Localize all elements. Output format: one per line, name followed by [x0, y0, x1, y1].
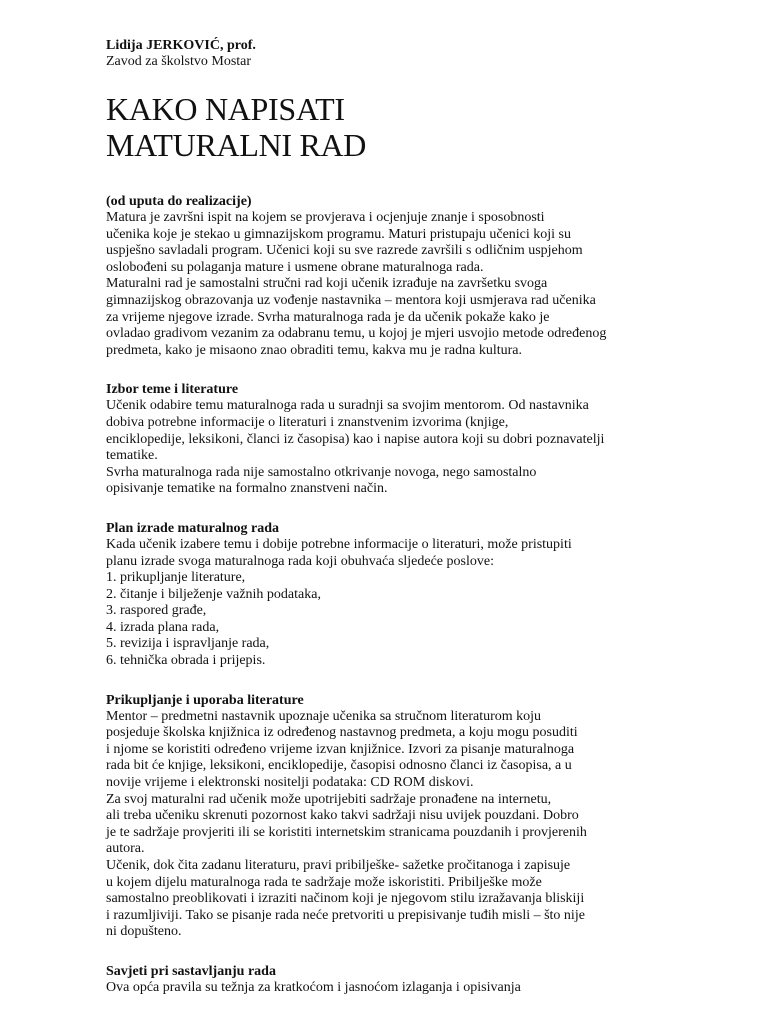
title-line-1: KAKO NAPISATI — [106, 91, 345, 127]
paragraph-line: ali treba učeniku skrenuti pozornost kako takvi sadržaji nisu uvijek pouzdani. Dobro — [106, 808, 579, 824]
section-heading: Izbor teme i literature — [106, 382, 239, 398]
paragraph-line: i njome se koristiti određeno vrijeme izvan knjižnice. Izvori za pisanje maturalnoga — [106, 741, 575, 757]
paragraph-line: 6. tehnička obrada i prijepis. — [106, 653, 266, 669]
paragraph-line: ni dopušteno. — [106, 924, 182, 940]
paragraph-line: Kada učenik izabere temu i dobije potrebne informacije o literaturi, može pristupiti — [106, 536, 572, 552]
paragraph-line: učenika koje je stekao u gimnazijskom programu. Maturi pristupaju učenici koji su — [106, 226, 572, 242]
section-heading: Plan izrade maturalnog rada — [106, 520, 280, 536]
paragraph-line: Matura je završni ispit na kojem se provjerava i ocjenjuje znanje i sposobnosti — [106, 210, 545, 225]
paragraph-line: Svrha maturalnoga rada nije samostalno otkrivanje novoga, nego samostalno — [106, 464, 537, 480]
paragraph-line: Za svoj maturalni rad učenik može upotrijebiti sadržaje pronađene na internetu, — [106, 791, 552, 807]
institution-name: Zavod za školstvo Mostar — [106, 54, 252, 69]
paragraph-line: posjeduje školska knjižnica iz određenog nastavnog predmeta, a koju mogu posuditi — [106, 725, 578, 741]
paragraph-line: tematike. — [106, 448, 158, 464]
paragraph-line: je te sadržaje provjeriti ili se koristiti internetskim stranicama pouzdanih i provjerenih — [106, 824, 587, 840]
paragraph-line: opisivanje tematike na formalno znanstveni način. — [106, 481, 388, 497]
section-heading: (od uputa do realizacije) — [106, 194, 252, 209]
paragraph-line: 5. revizija i ispravljanje rada, — [106, 636, 270, 652]
paragraph-line: gimnazijskog obrazovanja uz vođenje nastavnika – mentora koji usmjerava rad učenika — [106, 292, 596, 308]
paragraph-line: enciklopedije, leksikoni, članci iz časopisa) kao i napise autora koji su dobri poznavatelji — [106, 431, 605, 447]
paragraph-line: 2. čitanje i bilježenje važnih podataka, — [106, 586, 321, 602]
document-sections — [106, 193, 686, 997]
paragraph-line: novije vrijeme i elektronski nositelji podataka: CD ROM diskovi. — [106, 775, 474, 791]
paragraph-line: predmeta, kako je misaono znao obraditi temu, kakva mu je radna kultura. — [106, 342, 522, 358]
paragraph-line: 3. raspored građe, — [106, 603, 207, 619]
paragraph-line: oslobođeni su polaganja mature i usmene obrane maturalnoga rada. — [106, 259, 484, 275]
section-prikupljanje-i-uporaba-literature — [106, 692, 686, 941]
paragraph-line: Mentor – predmetni nastavnik upoznaje učenika sa stručnom literaturom koju — [106, 708, 542, 724]
paragraph-line: ovladao gradivom vezanim za odabranu temu, u kojoj je mjeri usvojio metode određenog — [106, 326, 607, 342]
paragraph-line: Učenik odabire temu maturalnoga rada u suradnji sa svojim mentorom. Od nastavnika — [106, 398, 589, 414]
section-izbor-teme-i-literature — [106, 381, 686, 498]
title-line-2: MATURALNI RAD — [106, 127, 367, 163]
paragraph-line: rada bit će knjige, leksikoni, enciklopedije, časopisi odnosno članci iz časopisa, a u — [106, 758, 572, 774]
document-content — [106, 38, 686, 997]
paragraph-line: za vrijeme njegove izrade. Svrha maturalnoga rada je da učenik pokaže kako je — [106, 309, 550, 325]
section-savjeti-pri-sastavljanju-rada — [106, 963, 686, 997]
paragraph-line: Učenik, dok čita zadanu literaturu, pravi pribilješke- sažetke pročitanoga i zapisuje — [106, 858, 571, 873]
paragraph-line: samostalno preoblikovati i izraziti načinom koji je njegovom stilu izražavanja bliskiji — [106, 891, 585, 907]
section-heading: Savjeti pri sastavljanju rada — [106, 963, 276, 979]
paragraph-line: dobiva potrebne informacije o literaturi i znanstvenim izvorima (knjige, — [106, 414, 509, 430]
paragraph-line: i razumljiviji. Tako se pisanje rada neće pretvoriti u prepisivanje tuđih misli – što nije — [106, 907, 585, 923]
paragraph-line: 4. izrada plana rada, — [106, 619, 220, 635]
paragraph-line: u kojem dijelu maturalnoga rada te sadržaje može iskoristiti. Pribilješke može — [106, 874, 542, 890]
paragraph-line: planu izrade svoga maturalnoga rada koji obuhvaća sljedeće poslove: — [106, 553, 494, 569]
author-name: Lidija JERKOVIĆ, prof. — [106, 38, 256, 53]
paragraph-line: autora. — [106, 841, 145, 857]
paragraph-line: Ova opća pravila su težnja za kratkoćom i jasnoćom izlaganja i opisivanja — [106, 979, 521, 995]
section-heading: Prikupljanje i uporaba literature — [106, 692, 304, 708]
section-plan-izrade-maturalnog-rada — [106, 520, 686, 670]
document-title — [106, 91, 686, 163]
paragraph-line: uspješno savladali program. Učenici koji su sve razrede završili s odličnim uspjehom — [106, 243, 583, 259]
section-od-uputa-do-realizacije — [106, 193, 686, 359]
paragraph-line: Maturalni rad je samostalni stručni rad koji učenik izrađuje na završetku svoga — [106, 276, 548, 292]
paragraph-line: 1. prikupljanje literature, — [106, 570, 246, 586]
